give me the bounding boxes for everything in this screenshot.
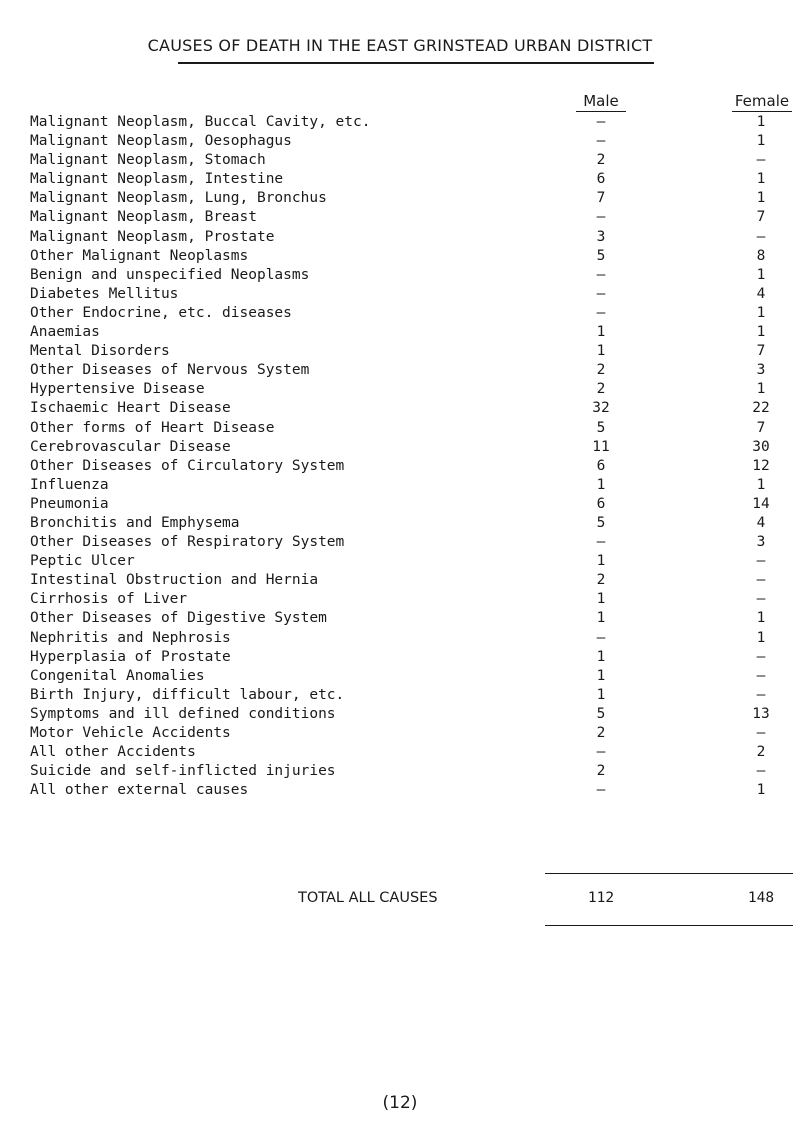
cause-label: Other Diseases of Digestive System bbox=[30, 610, 327, 627]
cause-label: All other Accidents bbox=[30, 744, 196, 761]
male-count: 2 bbox=[596, 725, 606, 741]
male-count: – bbox=[596, 782, 606, 799]
cause-label: Nephritis and Nephrosis bbox=[30, 629, 231, 646]
male-count: 1 bbox=[596, 667, 606, 684]
female-count: 2 bbox=[756, 744, 766, 761]
male-count: – bbox=[596, 304, 606, 321]
female-count: – bbox=[756, 686, 766, 703]
table-row bbox=[0, 629, 800, 648]
male-count: – bbox=[596, 209, 606, 226]
table-row bbox=[0, 590, 800, 609]
female-count: – bbox=[756, 591, 766, 608]
table-row bbox=[0, 285, 800, 304]
female-count: 1 bbox=[756, 782, 766, 799]
male-count: 1 bbox=[596, 686, 606, 703]
table-row bbox=[0, 113, 800, 132]
table-row bbox=[0, 552, 800, 571]
female-count: 1 bbox=[756, 324, 766, 341]
cause-label: Influenza bbox=[30, 476, 109, 493]
cause-label: Suicide and self-inflicted injuries bbox=[30, 763, 336, 780]
table-row bbox=[0, 361, 800, 380]
cause-label: Birth Injury, difficult labour, etc. bbox=[30, 686, 345, 703]
female-count: 1 bbox=[756, 629, 766, 646]
cause-label: Other Diseases of Circulatory System bbox=[30, 457, 345, 474]
female-count: 1 bbox=[756, 133, 766, 150]
male-count: 5 bbox=[596, 419, 606, 436]
cause-label: Other forms of Heart Disease bbox=[30, 419, 275, 436]
male-count: 2 bbox=[596, 572, 606, 589]
male-count: 3 bbox=[596, 228, 606, 245]
male-count: 1 bbox=[596, 648, 606, 665]
table-row bbox=[0, 743, 800, 762]
male-count: 5 bbox=[596, 705, 606, 722]
male-count: 1 bbox=[596, 610, 606, 627]
cause-label: Malignant Neoplasm, Breast bbox=[30, 209, 257, 226]
male-count: – bbox=[596, 629, 606, 646]
column-header-female: Female bbox=[732, 92, 792, 112]
table-row bbox=[0, 533, 800, 552]
cause-label: Malignant Neoplasm, Lung, Bronchus bbox=[30, 190, 327, 207]
female-count: 12 bbox=[752, 457, 770, 474]
table-row bbox=[0, 705, 800, 724]
table-row bbox=[0, 686, 800, 705]
female-count: – bbox=[756, 763, 766, 780]
female-count: 1 bbox=[756, 171, 766, 188]
table-row bbox=[0, 342, 800, 361]
male-count: – bbox=[596, 744, 606, 761]
cause-label: Other Malignant Neoplasms bbox=[30, 247, 249, 264]
table-row bbox=[0, 323, 800, 342]
cause-label: All other external causes bbox=[30, 782, 249, 799]
table-row bbox=[0, 438, 800, 457]
female-count: 4 bbox=[756, 285, 766, 302]
cause-label: Malignant Neoplasm, Prostate bbox=[30, 228, 275, 245]
female-count: 13 bbox=[752, 705, 770, 722]
male-count: 6 bbox=[596, 457, 606, 474]
male-count: – bbox=[596, 285, 606, 302]
female-count: 7 bbox=[756, 209, 766, 226]
cause-label: Bronchitis and Emphysema bbox=[30, 514, 240, 531]
male-count: 6 bbox=[596, 495, 606, 512]
total-label: TOTAL ALL CAUSES bbox=[298, 890, 438, 906]
male-count: – bbox=[596, 266, 606, 283]
title-underline bbox=[178, 62, 654, 64]
cause-label: Motor Vehicle Accidents bbox=[30, 725, 231, 741]
table-row bbox=[0, 476, 800, 495]
male-count: 1 bbox=[596, 324, 606, 341]
cause-label: Peptic Ulcer bbox=[30, 553, 135, 570]
table-row bbox=[0, 495, 800, 514]
cause-label: Cirrhosis of Liver bbox=[30, 591, 188, 608]
table-row bbox=[0, 208, 800, 227]
table-row bbox=[0, 247, 800, 266]
male-count: 32 bbox=[592, 400, 610, 417]
male-count: 11 bbox=[592, 438, 610, 455]
female-count: 1 bbox=[756, 476, 766, 493]
total-male: 112 bbox=[587, 890, 615, 906]
table-row bbox=[0, 189, 800, 208]
male-count: 5 bbox=[596, 247, 606, 264]
male-count: 2 bbox=[596, 152, 606, 169]
male-count: – bbox=[596, 133, 606, 150]
female-count: 1 bbox=[756, 610, 766, 627]
female-count: 7 bbox=[756, 343, 766, 360]
table-row bbox=[0, 514, 800, 533]
female-count: 1 bbox=[756, 381, 766, 398]
cause-label: Ischaemic Heart Disease bbox=[30, 400, 231, 417]
table-row bbox=[0, 667, 800, 686]
table-row bbox=[0, 151, 800, 170]
cause-label: Intestinal Obstruction and Hernia bbox=[30, 572, 319, 589]
table-row bbox=[0, 399, 800, 418]
total-bottom-rule bbox=[545, 925, 793, 926]
male-count: – bbox=[596, 534, 606, 551]
cause-label: Hyperplasia of Prostate bbox=[30, 648, 231, 665]
male-count: 1 bbox=[596, 591, 606, 608]
cause-label: Malignant Neoplasm, Intestine bbox=[30, 171, 284, 188]
male-count: 1 bbox=[596, 343, 606, 360]
male-count: 1 bbox=[596, 476, 606, 493]
table-row bbox=[0, 228, 800, 247]
cause-label: Diabetes Mellitus bbox=[30, 285, 179, 302]
table-row bbox=[0, 724, 800, 743]
cause-label: Pneumonia bbox=[30, 495, 109, 512]
female-count: 4 bbox=[756, 514, 766, 531]
female-count: 14 bbox=[752, 495, 770, 512]
cause-label: Malignant Neoplasm, Buccal Cavity, etc. bbox=[30, 114, 371, 130]
cause-label: Congenital Anomalies bbox=[30, 667, 205, 684]
female-count: 1 bbox=[756, 266, 766, 283]
female-count: 1 bbox=[756, 190, 766, 207]
female-count: 8 bbox=[756, 247, 766, 264]
table-row bbox=[0, 571, 800, 590]
cause-label: Other Endocrine, etc. diseases bbox=[30, 304, 292, 321]
cause-label: Cerebrovascular Disease bbox=[30, 438, 231, 455]
cause-label: Benign and unspecified Neoplasms bbox=[30, 266, 310, 283]
table-row bbox=[0, 762, 800, 781]
male-count: 5 bbox=[596, 514, 606, 531]
table-row bbox=[0, 304, 800, 323]
cause-label: Malignant Neoplasm, Stomach bbox=[30, 152, 266, 169]
male-count: 2 bbox=[596, 362, 606, 379]
female-count: 22 bbox=[752, 400, 770, 417]
page-number: (12) bbox=[382, 1093, 418, 1113]
table-row bbox=[0, 609, 800, 628]
column-header-male: Male bbox=[576, 92, 626, 112]
table-row bbox=[0, 266, 800, 285]
table-row bbox=[0, 457, 800, 476]
male-count: 6 bbox=[596, 171, 606, 188]
table-row bbox=[0, 170, 800, 189]
cause-label: Other Diseases of Respiratory System bbox=[30, 534, 345, 551]
cause-label: Anaemias bbox=[30, 324, 100, 341]
female-count: – bbox=[756, 152, 766, 169]
causes-table bbox=[0, 113, 800, 800]
female-count: 30 bbox=[752, 438, 770, 455]
total-top-rule bbox=[545, 873, 793, 874]
table-row bbox=[0, 132, 800, 151]
total-female: 148 bbox=[747, 890, 775, 906]
male-count: 1 bbox=[596, 553, 606, 570]
male-count: – bbox=[596, 114, 606, 130]
female-count: 1 bbox=[756, 114, 766, 130]
page-title: CAUSES OF DEATH IN THE EAST GRINSTEAD URBAN DISTRICT bbox=[147, 36, 653, 55]
female-count: – bbox=[756, 648, 766, 665]
cause-label: Hypertensive Disease bbox=[30, 381, 205, 398]
male-count: 2 bbox=[596, 381, 606, 398]
female-count: 7 bbox=[756, 419, 766, 436]
table-row bbox=[0, 419, 800, 438]
cause-label: Other Diseases of Nervous System bbox=[30, 362, 310, 379]
table-row bbox=[0, 648, 800, 667]
cause-label: Mental Disorders bbox=[30, 343, 170, 360]
cause-label: Symptoms and ill defined conditions bbox=[30, 705, 336, 722]
table-row bbox=[0, 781, 800, 800]
female-count: – bbox=[756, 228, 766, 245]
female-count: 3 bbox=[756, 534, 766, 551]
table-row bbox=[0, 380, 800, 399]
male-count: 2 bbox=[596, 763, 606, 780]
cause-label: Malignant Neoplasm, Oesophagus bbox=[30, 133, 292, 150]
female-count: – bbox=[756, 553, 766, 570]
female-count: 3 bbox=[756, 362, 766, 379]
female-count: – bbox=[756, 572, 766, 589]
male-count: 7 bbox=[596, 190, 606, 207]
female-count: – bbox=[756, 725, 766, 741]
female-count: – bbox=[756, 667, 766, 684]
female-count: 1 bbox=[756, 304, 766, 321]
